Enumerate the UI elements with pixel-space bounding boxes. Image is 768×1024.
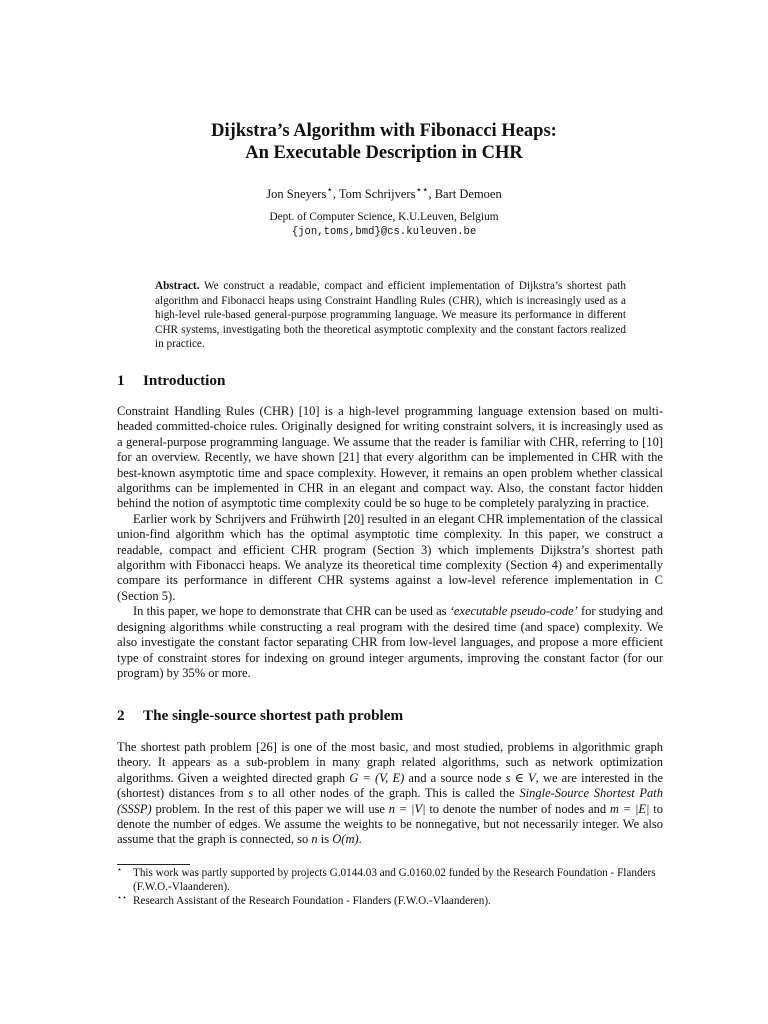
author-footnote-mark: ⋆⋆ [415, 185, 429, 196]
author-name: Jon Sneyers [266, 187, 327, 202]
section-number: 1 [117, 372, 125, 389]
paragraph [117, 740, 663, 848]
footnote [117, 866, 663, 894]
paragraph [117, 604, 663, 681]
paragraph-text: and a source node [404, 770, 506, 785]
math-inline: G = (V, E) [349, 770, 405, 785]
abstract [155, 279, 626, 352]
author-list [0, 184, 768, 202]
paragraph-text: problem. In the rest of this paper we will use [151, 801, 389, 816]
emphasis: ‘executable pseudo-code’ [449, 604, 578, 619]
footnote-mark: ⋆⋆ [117, 893, 128, 903]
math-inline: s [248, 786, 254, 801]
abstract-label: Abstract. [155, 280, 200, 292]
math-inline: O(m) [332, 832, 359, 847]
emphasis: Single-Source Shortest Path (SSSP) [117, 786, 663, 816]
section-heading-introduction [117, 372, 225, 390]
affiliation-email: {jon,toms,bmd}@cs.kuleuven.be [291, 226, 477, 238]
affiliation-dept: Dept. of Computer Science, K.U.Leuven, Belgium [269, 211, 499, 223]
section-number: 2 [117, 707, 125, 724]
paragraph-text: for studying and designing algorithms while constructing a real program with the desired time (and space) complexity. We also investigate the constant factor separating CHR from low-level languages, and propose a more efficient type of constraint stores for indexing on ground integer arguments, improving the constant factor (for our program) by 35% or more. [117, 604, 663, 680]
footnote-mark: ⋆ [117, 865, 123, 874]
author-footnote-mark: ⋆ [326, 185, 333, 196]
paragraph-text: The shortest path problem [26] is one of the most basic, and most studied, problems in algorithmic graph theory. It appears as a sub-problem in many graph related algorithms, such as network optimization algorithms. Given a weighted directed graph [117, 740, 663, 785]
section-title: The single-source shortest path problem [143, 707, 404, 724]
abstract-text: We construct a readable, compact and efficient implementation of Dijkstra’s shortest path algorithm and Fibonacci heaps using Constraint Handling Rules (CHR), which is increasingly used as a high-level rule-based general-purpose programming language. We measure its performance in different CHR systems, investigating both the theoretical asymptotic complexity and the constant factors realized in practice. [155, 280, 626, 351]
math-inline: n = |V| [388, 801, 426, 816]
paragraph-text: . [358, 832, 362, 847]
author-separator: , [332, 187, 339, 202]
paragraph-text: , we are interested in the (shortest) distances from [117, 770, 663, 801]
footnotes [117, 866, 663, 909]
paragraph-text: is [317, 832, 333, 847]
section-heading-sssp [117, 707, 403, 725]
paragraph: Earlier work by Schrijvers and Frühwirth [20] resulted in an elegant CHR implementation of the classical union-find algorithm which has the optimal asymptotic time complexity. In this paper, we construct a readable, compact and efficient CHR program (Section 3) which implements Dijkstra’s shortest path algorithm with Fibonacci heaps. We analyze its theoretical time complexity (Section 4) and experimentally compare its performance in different CHR systems against a low-level reference implementation in C (Section 5). [117, 511, 663, 603]
introduction-body [117, 404, 663, 681]
author-name: Bart Demoen [434, 187, 502, 202]
author-name: Tom Schrijvers [338, 187, 416, 202]
paragraph: Constraint Handling Rules (CHR) [10] is a high-level programming language extension based on multi-headed committed-choice rules. Originally designed for writing constraint solvers, it is increasingly used as a general-purpose programming language. We assume that the reader is familiar with CHR, referring to [10] for an overview. Recently, we have shown [21] that every algorithm can be implemented in CHR with the best-known asymptotic time and space complexity. However, it remains an open problem whether classical algorithms can be implemented in CHR in an elegant and compact way. Also, the constant factor hidden behind the notion of asymptotic time complexity could be so huge to be completely paralyzing in practice. [117, 404, 663, 511]
footnote-text: This work was partly supported by projects G.0144.03 and G.0160.02 funded by the Research Foundation - Flanders (F.W.O.-Vlaanderen). [133, 867, 656, 894]
footnote-divider [117, 864, 190, 865]
math-inline: s ∈ V [505, 770, 536, 785]
section-title: Introduction [143, 372, 226, 389]
paper-title-line2: An Executable Description in CHR [245, 143, 523, 163]
paragraph-text: to denote the number of edges. We assume the weights to be nonnegative, but not necessarily integer. We also assume that the graph is connected, so [117, 801, 663, 847]
paragraph-text: In this paper, we hope to demonstrate that CHR can be used as [133, 604, 450, 619]
paragraph-text: to denote the number of nodes and [425, 801, 610, 816]
footnote [117, 894, 663, 908]
footnote-text: Research Assistant of the Research Foundation - Flanders (F.W.O.-Vlaanderen). [133, 895, 491, 908]
affiliation [0, 210, 768, 240]
author-separator: , [428, 187, 435, 202]
math-inline: m = |E| [609, 801, 650, 816]
math-inline: n [311, 832, 318, 847]
sssp-body [117, 740, 663, 848]
paper-title-line1: Dijkstra’s Algorithm with Fibonacci Heaps: [211, 121, 557, 141]
paragraph-text: to all other nodes of the graph. This is called the [253, 786, 520, 801]
